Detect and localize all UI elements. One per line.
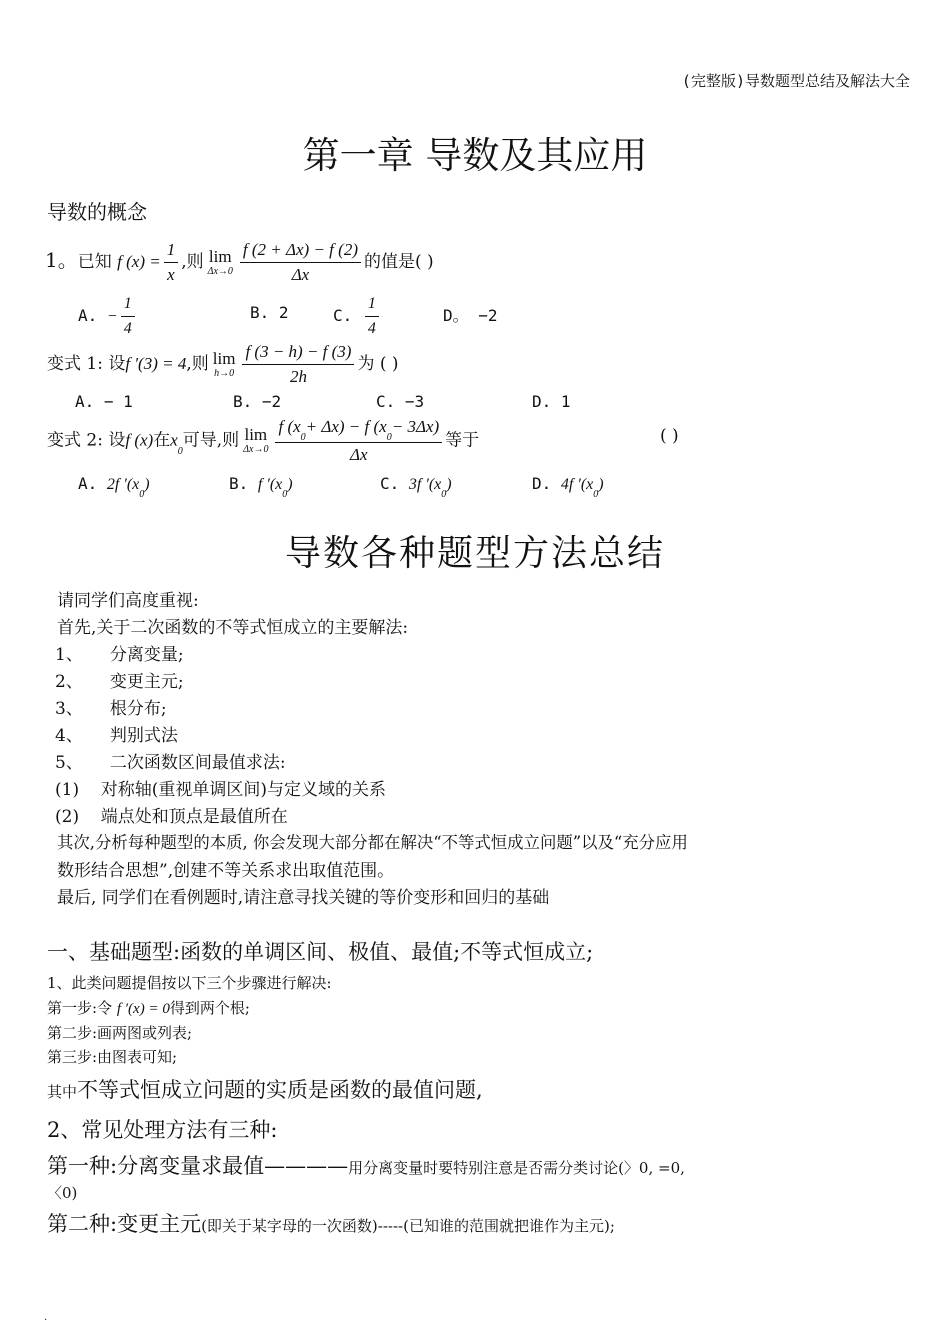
variant-1 (47, 340, 399, 389)
limit-operator (213, 350, 236, 380)
option-close: ) (287, 476, 293, 493)
question-1 (45, 238, 434, 287)
step-3: 第三步:由图表可知; (47, 1048, 178, 1066)
summary-line-1: 请同学们高度重视: (57, 591, 199, 611)
option-subscript: 0 (441, 489, 447, 500)
option-derivative: f ′(x (114, 476, 140, 493)
step-1-prefix: 第一步:令 (47, 999, 113, 1017)
method-1 (47, 1150, 685, 1180)
chapter-title: 第一章 导数及其应用 (302, 134, 648, 177)
step-1 (47, 997, 250, 1018)
method-1-title: 第一种:分离变量求最值———— (47, 1154, 349, 1178)
summary-line-12: 最后, 同学们在看例题时,请注意寻找关键的等价变形和回归的基础 (57, 888, 550, 908)
option-a-fraction (121, 292, 135, 341)
numerator-part-a: f (x (278, 417, 301, 436)
summary-line-2: 首先,关于二次函数的不等式恒成立的主要解法: (57, 618, 409, 638)
quotient-denominator: Δx (350, 445, 368, 464)
summary-line-11: 数形结合思想”,创建不等关系求出取值范围。 (57, 861, 395, 881)
option-derivative: f ′(x (257, 476, 283, 493)
variant-1-condition: f ′(3) = 4 (125, 354, 187, 373)
option-coefficient: 4 (560, 476, 569, 493)
option-close: ) (598, 476, 604, 493)
note-text: 不等式恒成立问题的实质是函数的最值问题, (77, 1078, 483, 1102)
part-1-title: 一、基础题型:函数的单调区间、极值、最值;不等式恒成立; (47, 940, 594, 964)
option-coefficient: 2 (106, 476, 115, 493)
option-c-den: 4 (367, 320, 376, 337)
option-subscript: 0 (139, 489, 145, 500)
option-a-label: A. (78, 306, 98, 325)
question-1-then: ,则 (181, 252, 204, 272)
option-label: A. (78, 474, 98, 493)
v2-option-d (532, 474, 604, 500)
step-2: 第二步:画两图或列表; (47, 1024, 193, 1042)
v2-option-a (78, 474, 150, 500)
numerator-sub-2: 0 (386, 432, 392, 443)
option-close: ) (446, 476, 452, 493)
variant-2-function: f (x) (125, 430, 154, 450)
option-c-label: C. (333, 306, 353, 325)
option-coefficient: 3 (408, 476, 417, 493)
variant-2-mid: 在 (153, 430, 171, 451)
lim-text: lim (244, 425, 268, 444)
variant-2 (47, 415, 479, 467)
q1-option-c (333, 292, 382, 341)
option-c-num: 1 (365, 292, 379, 317)
numerator-sub-1: 0 (300, 432, 306, 443)
numerator-part-b: + Δx) − f (x (305, 417, 387, 436)
variant-2-suffix: 等于 (445, 430, 480, 451)
option-label: D. (532, 474, 552, 493)
q1-option-b: B. 2 (250, 303, 289, 322)
summary-line-9: (2) 端点处和顶点是最值所在 (55, 807, 288, 827)
option-label: C. (380, 474, 400, 493)
method-2-title: 第二种:变更主元 (47, 1212, 202, 1236)
fraction-one-over-x (164, 238, 179, 287)
difference-quotient (275, 415, 442, 467)
question-1-label: 1。 (45, 248, 78, 272)
variant-1-label: 变式 1: (47, 354, 103, 374)
lim-subscript: h→0 (214, 367, 235, 379)
summary-line-8: (1) 对称轴(重视单调区间)与定义域的关系 (55, 780, 386, 800)
methods-title: 2、常见处理方法有三种: (47, 1118, 278, 1142)
v1-option-c: C. −3 (376, 392, 425, 411)
step-1-equation: f ′(x) = 0 (116, 1001, 170, 1017)
summary-line-10: 其次,分析每种题型的本质, 你会发现大部分都在解决“不等式恒成立问题”以及“充分应用 (57, 833, 688, 852)
variant-1-suffix: 为 ( ) (357, 354, 399, 374)
summary-line-6: 4、 判别式法 (55, 726, 178, 746)
question-1-function: f (x) = (117, 252, 161, 271)
quotient-numerator (275, 415, 442, 443)
method-2 (47, 1208, 615, 1238)
variant-2-answer-paren: ( ) (660, 426, 679, 446)
option-a-num: 1 (121, 292, 135, 317)
lim-subscript: Δx→0 (243, 444, 269, 455)
method-2-note: (即关于某字母的一次函数)-----(已知谁的范围就把谁作为主元); (201, 1217, 615, 1235)
quotient-numerator: f (3 − h) − f (3) (242, 340, 354, 365)
part-1-note (47, 1074, 483, 1104)
step-1-suffix: 得到两个根; (169, 999, 250, 1017)
option-derivative: f ′(x (416, 476, 442, 493)
quotient-denominator: Δx (291, 265, 310, 284)
q1-option-d: D。 −2 (443, 306, 498, 325)
numerator-part-c: − 3Δx) (391, 417, 440, 436)
lim-text: lim (208, 246, 232, 266)
option-label: B. (229, 474, 249, 493)
variant-2-x: x (170, 430, 178, 450)
summary-line-4: 2、 变更主元; (55, 672, 184, 692)
difference-quotient (240, 238, 361, 287)
option-close: ) (144, 476, 150, 493)
variant-1-then: ,则 (186, 354, 209, 374)
variant-1-prefix: 设 (108, 354, 126, 374)
option-subscript: 0 (282, 489, 288, 500)
question-1-suffix: 的值是( ) (363, 252, 434, 272)
v2-option-b (229, 474, 293, 500)
limit-operator (243, 426, 268, 456)
part-1-intro: 1、此类问题提倡按以下三个步骤进行解决: (47, 974, 332, 992)
option-subscript: 0 (593, 489, 599, 500)
question-1-prefix: 已知 (77, 252, 112, 272)
note-prefix: 其中 (47, 1083, 78, 1101)
variant-2-prefix: 设 (108, 430, 126, 451)
variant-2-label: 变式 2: (47, 430, 103, 451)
option-a-sign: − (106, 308, 118, 325)
v1-option-a: A. − 1 (75, 392, 133, 411)
v1-option-b: B. −2 (233, 392, 282, 411)
lim-subscript: Δx→0 (207, 265, 233, 277)
summary-line-3: 1、 分离变量; (55, 645, 184, 665)
difference-quotient (242, 340, 354, 389)
v1-option-d: D. 1 (532, 392, 571, 411)
limit-operator (208, 248, 233, 278)
q1-option-a (78, 292, 138, 341)
lim-text: lim (212, 348, 236, 368)
variant-2-mid2: 可导,则 (182, 430, 240, 451)
v2-option-c (380, 474, 452, 500)
option-a-den: 4 (123, 320, 132, 337)
option-c-fraction (365, 292, 379, 341)
page-header: (完整版)导数题型总结及解法大全 (681, 72, 910, 90)
summary-line-5: 3、 根分布; (55, 699, 167, 719)
frac-den: x (167, 265, 175, 284)
summary-line-7: 5、 二次函数区间最值求法: (55, 753, 286, 773)
method-1-note: 用分离变量时要特别注意是否需分类讨论(〉0, =0, (348, 1159, 685, 1177)
method-1-continuation: 〈0) (47, 1184, 78, 1202)
quotient-denominator: 2h (289, 367, 307, 386)
footer-mark: . (44, 1312, 48, 1323)
variant-2-subscript: 0 (177, 445, 183, 457)
option-derivative: f ′(x (568, 476, 594, 493)
summary-title: 导数各种题型方法总结 (284, 533, 665, 574)
quotient-numerator: f (2 + Δx) − f (2) (240, 238, 361, 263)
frac-num: 1 (164, 238, 179, 263)
section-heading-concept: 导数的概念 (47, 200, 147, 224)
